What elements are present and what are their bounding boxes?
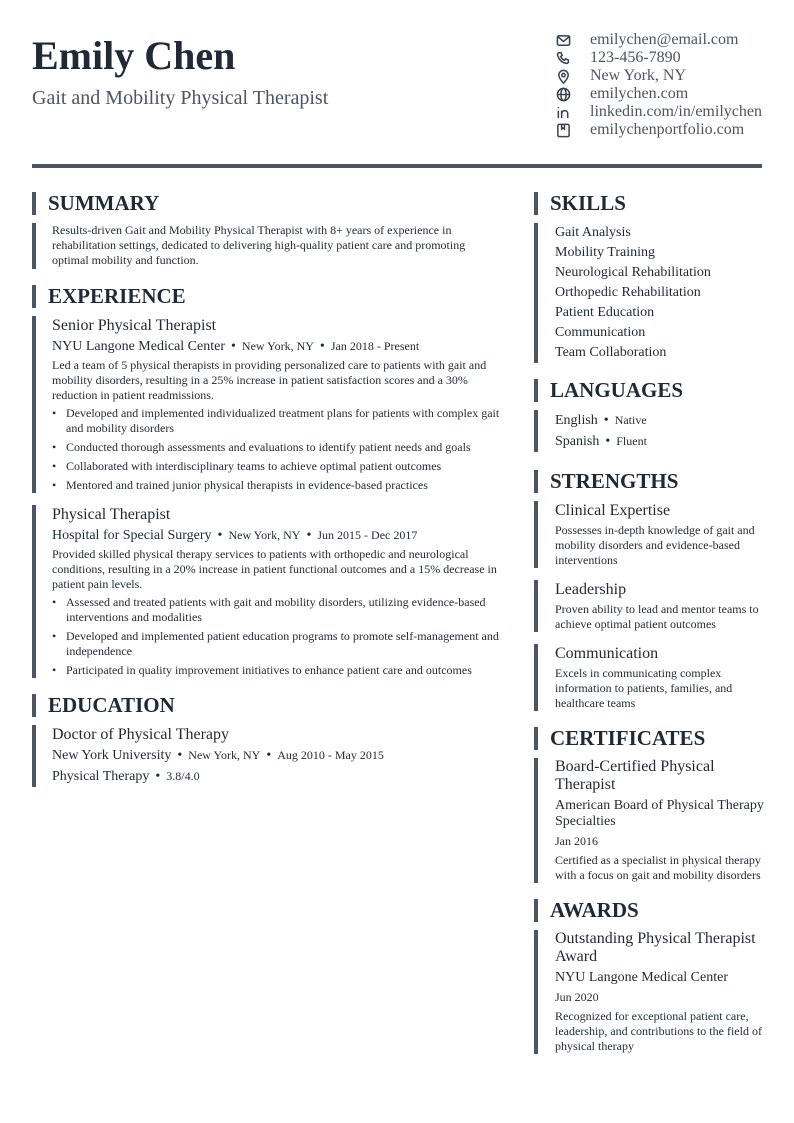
- contact-portfolio[interactable]: [556, 121, 766, 139]
- language-name: English: [555, 413, 598, 428]
- skill-item: Neurological Rehabilitation: [555, 265, 711, 280]
- award-org: NYU Langone Medical Center: [555, 970, 728, 985]
- list-item: • Developed and implemented patient education programs to promote self-management and independence: [52, 629, 504, 659]
- school-name: New York University: [52, 748, 172, 763]
- language-level: Native: [614, 413, 647, 427]
- left-column: [32, 192, 504, 787]
- languages-block: [534, 410, 766, 452]
- award-date: Jun 2020: [555, 990, 599, 1004]
- experience-heading: EXPERIENCE: [32, 285, 504, 308]
- certificate-item: [534, 758, 766, 883]
- summary-heading: SUMMARY: [32, 192, 504, 215]
- certificate-title: Board-Certified Physical Therapist: [555, 758, 715, 793]
- contact-website-text: emilychen.com: [590, 85, 689, 102]
- strength-item: [534, 580, 766, 632]
- award-title: Outstanding Physical Therapist Award: [555, 930, 756, 965]
- contact-email-text: emilychen@email.com: [590, 31, 739, 48]
- education-heading: EDUCATION: [32, 694, 504, 717]
- contact-list: [556, 31, 766, 139]
- experience-entry: [32, 316, 504, 493]
- award-item: [534, 930, 766, 1054]
- job-dates: Jun 2015 - Dec 2017: [317, 528, 418, 542]
- contact-linkedin[interactable]: [556, 103, 766, 121]
- certificate-org: American Board of Physical Therapy Specialties: [555, 798, 764, 829]
- list-item: • Developed and implemented individualized treatment plans for patients with complex gait and mobility disorders: [52, 406, 504, 436]
- resume-header: [32, 30, 762, 164]
- contact-phone[interactable]: [556, 49, 766, 67]
- education-entry: [32, 725, 504, 787]
- right-column: [534, 192, 766, 1054]
- skill-item: Team Collaboration: [555, 345, 667, 360]
- education-dates: Aug 2010 - May 2015: [277, 748, 384, 762]
- strength-desc: Proven ability to lead and mentor teams to achieve optimal patient outcomes: [555, 602, 759, 631]
- education-field: Physical Therapy: [52, 769, 150, 784]
- language-level: Fluent: [616, 434, 647, 448]
- header-divider: [32, 164, 762, 168]
- job-company: Hospital for Special Surgery: [52, 528, 212, 543]
- contact-email[interactable]: [556, 31, 766, 49]
- strength-desc: Excels in communicating complex information to patients, families, and healthcare teams: [555, 666, 733, 710]
- award-desc: Recognized for exceptional patient care, leadership, and contributions to the field of physical therapy: [555, 1009, 762, 1053]
- skill-item: Gait Analysis: [555, 225, 631, 240]
- list-item: • Assessed and treated patients with gait and mobility disorders, utilizing evidence-based interventions and modalities: [52, 595, 504, 625]
- contact-phone-text: 123-456-7890: [590, 49, 681, 66]
- skill-item: Patient Education: [555, 305, 655, 320]
- portfolio-icon: [556, 123, 590, 138]
- job-company: NYU Langone Medical Center: [52, 339, 225, 354]
- certificates-heading: CERTIFICATES: [534, 727, 766, 750]
- degree-title: Doctor of Physical Therapy: [52, 726, 229, 743]
- contact-location-text: New York, NY: [590, 67, 687, 84]
- languages-heading: LANGUAGES: [534, 379, 766, 402]
- experience-entry: [32, 505, 504, 678]
- contact-website[interactable]: [556, 85, 766, 103]
- strength-title: Communication: [555, 645, 659, 662]
- strength-title: Clinical Expertise: [555, 502, 671, 519]
- summary-block: [32, 223, 504, 269]
- language-name: Spanish: [555, 434, 600, 449]
- location-icon: [556, 69, 590, 84]
- strengths-heading: STRENGTHS: [534, 470, 766, 493]
- job-bullets: [52, 595, 504, 678]
- job-meta: Hospital for Special Surgery • New York, NY • Jun 2015 - Dec 2017: [52, 528, 418, 543]
- job-meta: NYU Langone Medical Center • New York, NY • Jan 2018 - Present: [52, 339, 420, 354]
- candidate-title: Gait and Mobility Physical Therapist: [32, 87, 329, 109]
- school-location: New York, NY: [188, 748, 261, 762]
- list-item: • Collaborated with interdisciplinary teams to achieve optimal patient outcomes: [52, 459, 504, 474]
- job-dates: Jan 2018 - Present: [330, 339, 420, 353]
- contact-location: [556, 67, 766, 85]
- skills-heading: SKILLS: [534, 192, 766, 215]
- job-title: Senior Physical Therapist: [52, 317, 217, 334]
- job-title: Physical Therapist: [52, 506, 171, 523]
- email-icon: [556, 33, 590, 48]
- linkedin-icon: [556, 105, 590, 120]
- skill-item: Orthopedic Rehabilitation: [555, 285, 701, 300]
- education-field-meta: Physical Therapy • 3.8/4.0: [52, 769, 200, 784]
- job-description: Led a team of 5 physical therapists in providing personalized care to patients with gait and mobility disorders, resulting in a 25% increase in patient satisfaction scores and a 30% reduction in patient readmissions.: [52, 358, 487, 402]
- list-item: • Participated in quality improvement initiatives to enhance patient care and outcomes: [52, 663, 504, 678]
- summary-text: Results-driven Gait and Mobility Physical Therapist with 8+ years of experience in rehabilitation settings, dedicated to delivering high-quality patient care and promoting optimal mobility and function.: [52, 223, 466, 267]
- list-item: • Mentored and trained junior physical therapists in evidence-based practices: [52, 478, 504, 493]
- globe-icon: [556, 87, 590, 102]
- awards-heading: AWARDS: [534, 899, 766, 922]
- job-location: New York, NY: [228, 528, 301, 542]
- job-description: Provided skilled physical therapy services to patients with orthopedic and neurological conditions, resulting in a 20% increase in patient functional outcomes and a 15% decrease in patient pain levels.: [52, 547, 497, 591]
- certificate-date: Jan 2016: [555, 834, 598, 848]
- language-item: Spanish • Fluent: [555, 434, 647, 449]
- skills-block: [534, 223, 766, 363]
- strength-title: Leadership: [555, 581, 627, 598]
- contact-portfolio-text: emilychenportfolio.com: [590, 121, 745, 138]
- job-bullets: [52, 406, 504, 493]
- contact-linkedin-text: linkedin.com/in/emilychen: [590, 103, 762, 120]
- certificate-desc: Certified as a specialist in physical therapy with a focus on gait and mobility disorders: [555, 853, 761, 882]
- strength-desc: Possesses in-depth knowledge of gait and mobility disorders and evidence-based interventions: [555, 523, 755, 567]
- job-location: New York, NY: [241, 339, 314, 353]
- skill-item: Communication: [555, 325, 646, 340]
- list-item: • Conducted thorough assessments and evaluations to identify patient needs and goals: [52, 440, 504, 455]
- education-gpa: 3.8/4.0: [166, 769, 200, 783]
- education-meta: New York University • New York, NY • Aug 2010 - May 2015: [52, 748, 384, 763]
- skill-item: Mobility Training: [555, 245, 655, 260]
- strength-item: [534, 501, 766, 568]
- candidate-name: Emily Chen: [32, 33, 236, 78]
- strength-item: [534, 644, 766, 711]
- phone-icon: [556, 51, 590, 66]
- language-item: English • Native: [555, 413, 647, 428]
